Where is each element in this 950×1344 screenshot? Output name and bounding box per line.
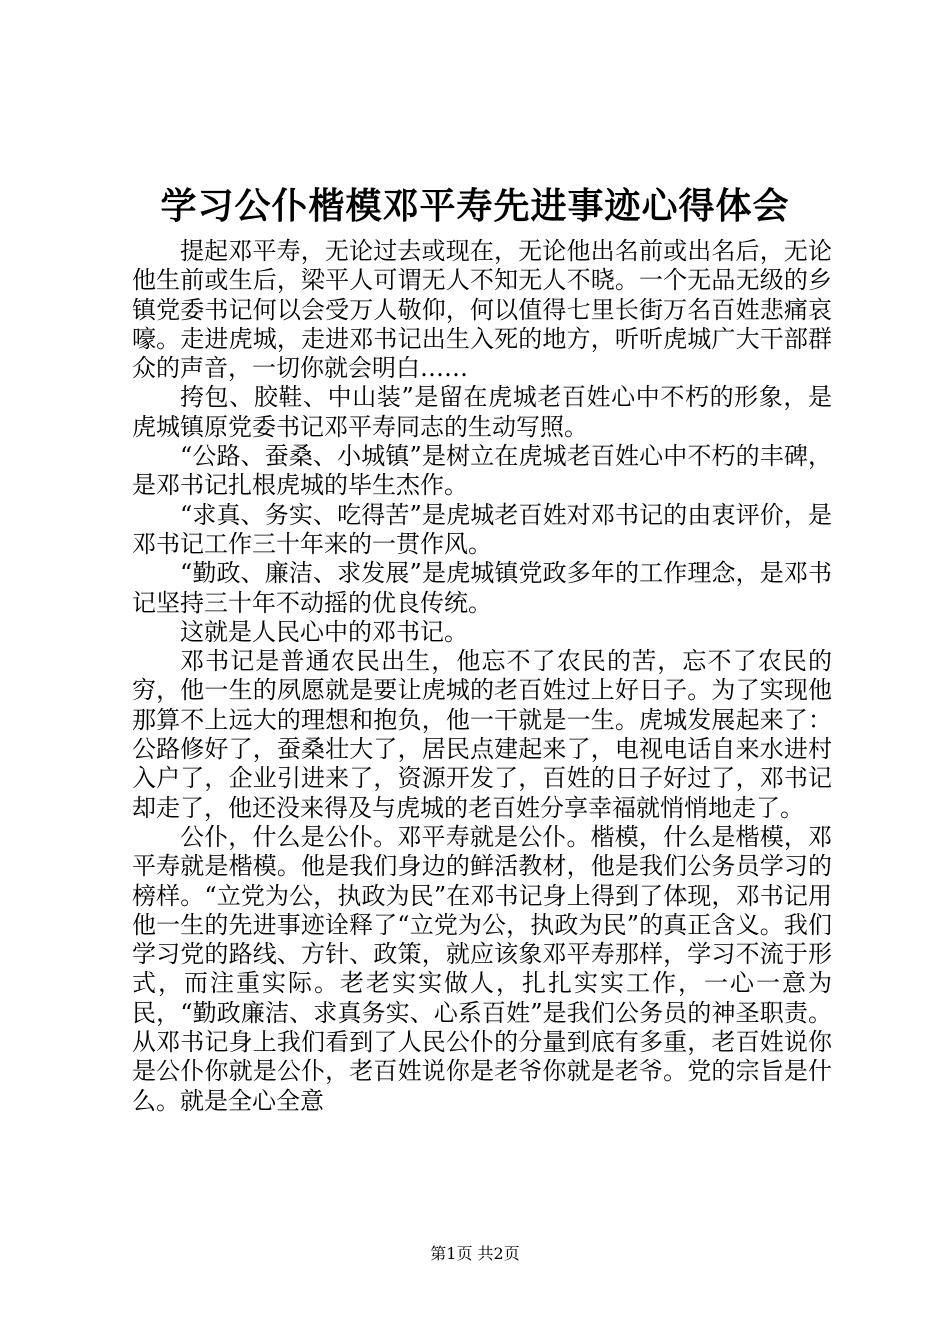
paragraph: “公路、蚕桑、小城镇”是树立在虎城老百姓心中不朽的丰碑，是邓书记扎根虎城的毕生杰作。: [132, 442, 832, 500]
paragraph: “勤政、廉洁、求发展”是虎城镇党政多年的工作理念，是邓书记坚持三十年不动摇的优良传统。: [132, 559, 832, 617]
document-title: 学习公仆楷模邓平寿先进事迹心得体会: [160, 185, 790, 227]
paragraph: 这就是人民心中的邓书记。: [180, 617, 468, 646]
paragraph: 邓书记是普通农民出生，他忘不了农民的苦，忘不了农民的穷，他一生的夙愿就是要让虎城的老百姓过上好日子。为了实现他那算不上远大的理想和抱负，他一干就是一生。虎城发展起来了：公路修好了，蚕桑壮大了，居民点建起来了，电视电话自来水进村入户了，企业引进来了，资源开发了，百姓的日子好过了，邓书记却走了，他还没来得及与虎城的老百姓分享幸福就悄悄地走了。: [132, 647, 832, 822]
paragraph: “求真、务实、吃得苦”是虎城老百姓对邓书记的由衷评价，是邓书记工作三十年来的一贯作风。: [132, 500, 832, 558]
paragraph: 提起邓平寿，无论过去或现在，无论他出名前或出名后，无论他生前或生后，梁平人可谓无人不知无人不晓。一个无品无级的乡镇党委书记何以会受万人敬仰，何以值得七里长街万名百姓悲痛哀嚎。走进虎城，走进邓书记出生入死的地方，听听虎城广大干部群众的声音，一切你就会明白……: [132, 237, 832, 383]
page-number-footer: 第1页 共2页: [430, 1244, 520, 1263]
paragraph: 挎包、胶鞋、中山装”是留在虎城老百姓心中不朽的形象，是虎城镇原党委书记邓平寿同志的生动写照。: [132, 383, 832, 441]
document-body: [132, 237, 832, 1116]
paragraph: 公仆，什么是公仆。邓平寿就是公仆。楷模，什么是楷模，邓平寿就是楷模。他是我们身边的鲜活教材，他是我们公务员学习的榜样。“立党为公，执政为民”在邓书记身上得到了体现，邓书记用他一生的先进事迹诠释了“立党为公，执政为民”的真正含义。我们学习党的路线、方针、政策，就应该象邓平寿那样，学习不流于形式，而注重实际。老老实实做人，扎扎实实工作，一心一意为民，“勤政廉洁、求真务实、心系百姓”是我们公务员的神圣职责。从邓书记身上我们看到了人民公仆的分量到底有多重，老百姓说你是公仆你就是公仆，老百姓说你是老爷你就是老爷。党的宗旨是什么。就是全心全意: [132, 822, 832, 1115]
